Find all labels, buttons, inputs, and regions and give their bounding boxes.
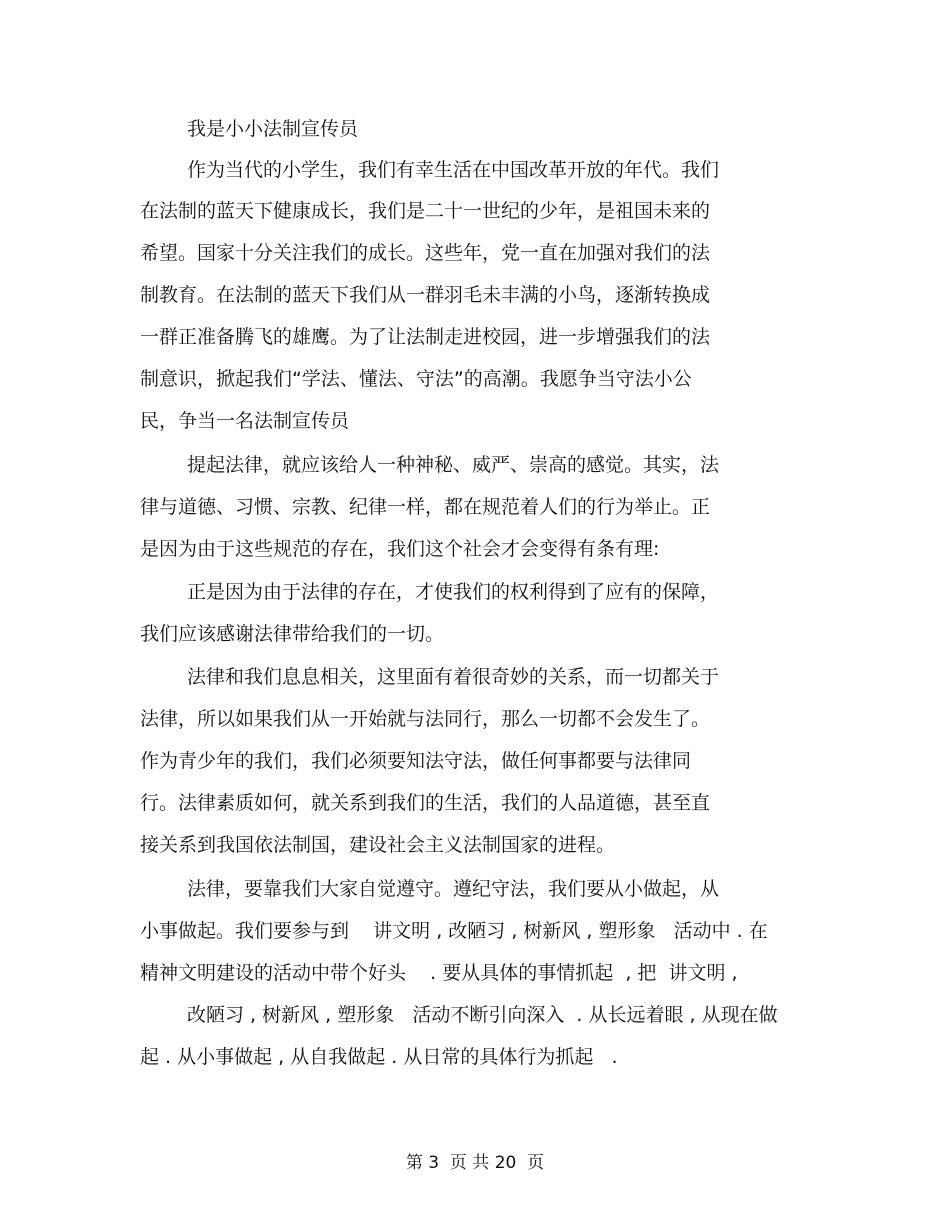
- paragraph-line: 改陋习 , 树新风 , 塑形象 活动不断引向深入 . 从长远着眼 , 从现在做: [187, 1004, 778, 1026]
- paragraph-line: 制意识，掀起我们“学法、懂法、守法”的高潮。我愿争当守法小公: [140, 368, 692, 390]
- paragraph-line: 一群正准备腾飞的雄鹰。为了让法制走进校园，进一步增强我们的法: [140, 326, 711, 348]
- paragraph-line: 接关系到我国依法制国，建设社会主义法制国家的进程。: [140, 834, 616, 856]
- page-number: 第 3 页 共 20 页: [405, 1153, 545, 1173]
- paragraph-line: 提起法律，就应该给人一种神秘、威严、崇高的感觉。其实，法: [187, 454, 720, 476]
- paragraph-line: 作为当代的小学生，我们有幸生活在中国改革开放的年代。我们: [187, 159, 720, 181]
- paragraph-line: 正是因为由于法律的存在，才使我们的权利得到了应有的保障，: [187, 581, 720, 603]
- paragraph-line: 起 . 从小事做起 , 从自我做起 . 从日常的具体行为抓起 .: [140, 1046, 618, 1068]
- paragraph-line: 小事做起。我们要参与到 讲文明 , 改陋习 , 树新风 , 塑形象 活动中 . 在: [140, 920, 768, 942]
- paragraph-line: 律与道德、习惯、宗教、纪律一样，都在规范着人们的行为举止。正: [140, 496, 711, 518]
- paragraph-line: 作为青少年的我们，我们必须要知法守法，做任何事都要与法律同: [140, 750, 692, 772]
- paragraph-line: 在法制的蓝天下健康成长，我们是二十一世纪的少年，是祖国未来的: [140, 200, 711, 222]
- paragraph-line: 法律，要靠我们大家自觉遵守。遵纪守法，我们要从小做起，从: [187, 878, 720, 900]
- paragraph-line: 法律，所以如果我们从一开始就与法同行，那么一切都不会发生了。: [140, 708, 711, 730]
- paragraph-line: 行。法律素质如何，就关系到我们的生活，我们的人品道德，甚至直: [140, 792, 711, 814]
- document-title: 我是小小法制宣传员: [187, 118, 359, 140]
- paragraph-line: 希望。国家十分关注我们的成长。这些年，党一直在加强对我们的法: [140, 242, 711, 264]
- paragraph-line: 制教育。在法制的蓝天下我们从一群羽毛未丰满的小鸟，逐渐转换成: [140, 284, 711, 306]
- paragraph-line: 我们应该感谢法律带给我们的一切。: [140, 623, 445, 645]
- paragraph-line: 精神文明建设的活动中带个好头 . 要从具体的事情抓起 , 把 讲文明 ,: [140, 962, 738, 984]
- paragraph-line: 法律和我们息息相关，这里面有着很奇妙的关系，而一切都关于: [187, 666, 720, 688]
- paragraph-line: 是因为由于这些规范的存在，我们这个社会才会变得有条有理:: [140, 538, 660, 560]
- paragraph-line: 民，争当一名法制宣传员: [140, 410, 350, 432]
